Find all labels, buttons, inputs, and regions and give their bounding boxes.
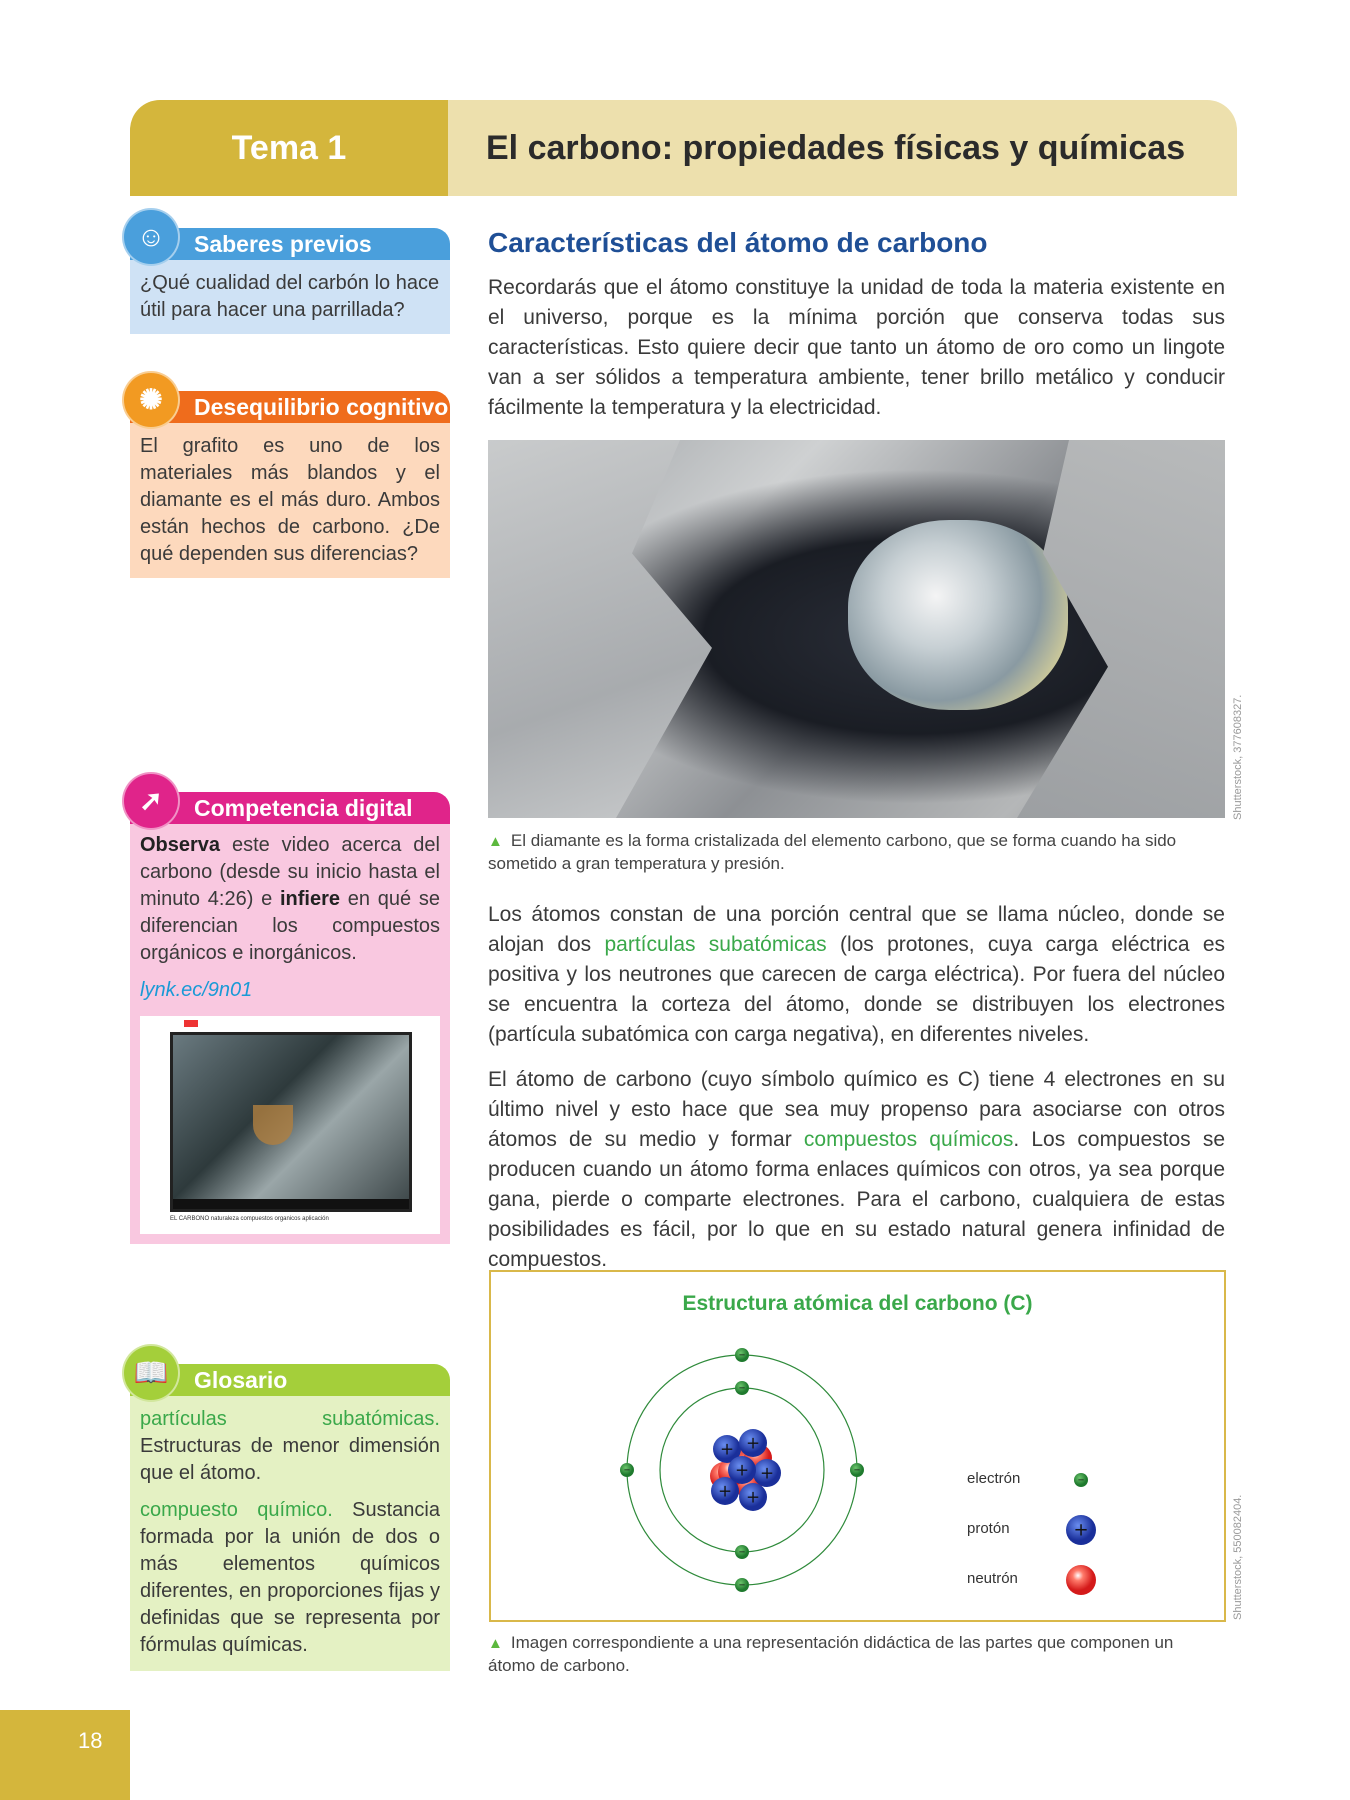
video-title: EL CARBONO naturaleza compuestos organicos aplicación	[170, 1216, 329, 1222]
video-thumbnail[interactable]	[140, 1016, 440, 1234]
svg-text:+: +	[717, 1480, 733, 1501]
text-part: (los protones, cuya carga eléctrica es positiva y los neutrones que carecen de carga eléctrica). Por fuera del núcleo se encuentra la corteza del átomo, donde se distribuyen los electrones (partícula subatómica con carga negativa), en diferentes niveles.	[488, 933, 1226, 1046]
triangle-icon: ▲	[488, 1635, 503, 1652]
paragraph-3	[488, 1065, 1225, 1275]
diagram-credit: Shutterstock, 550082404.	[1232, 1494, 1244, 1620]
text-part: El átomo de carbono (cuyo símbolo químico es C) tiene 4 electrones en su último nivel y esto hace que sea muy propenso para asociarse con otros átomos de su medio y formar	[488, 1068, 1225, 1151]
svg-text:+: +	[1073, 1519, 1089, 1541]
atom-svg	[491, 1272, 1224, 1620]
desequilibrio-box	[130, 384, 450, 578]
glossary-term: partículas subatómicas.	[140, 1408, 440, 1430]
glosario-box	[130, 1357, 450, 1671]
triangle-icon: ▲	[488, 833, 503, 850]
video-controls[interactable]	[173, 1199, 409, 1209]
diamond-crystal	[848, 520, 1068, 710]
caption-text: Imagen correspondiente a una representación didáctica de las partes que componen un átomo de carbono.	[488, 1633, 1174, 1675]
cursor-icon: ➚	[122, 772, 180, 830]
glossary-definition: Sustancia formada por la unión de dos o más elementos químicos diferentes, en proporciones fijas y definidas que se representa por fórmulas químicas.	[140, 1499, 440, 1656]
bold-observa: Observa	[140, 834, 221, 856]
photo-credit: Shutterstock, 377608327.	[1232, 694, 1244, 820]
saberes-previos-header	[130, 221, 450, 260]
glossary-entry	[140, 1497, 440, 1659]
youtube-logo-icon	[184, 1020, 198, 1027]
svg-text:−: −	[738, 1349, 746, 1360]
svg-text:+: +	[745, 1486, 761, 1507]
competencia-title: Competencia digital	[194, 795, 413, 821]
electron	[735, 1381, 749, 1395]
legend-neutron-icon	[1066, 1565, 1096, 1595]
proton	[739, 1483, 767, 1511]
electron	[620, 1463, 634, 1477]
svg-text:+: +	[734, 1459, 750, 1480]
electron	[735, 1348, 749, 1362]
diamond-photo	[488, 440, 1225, 818]
lightbulb-brain-icon: ✺	[122, 371, 180, 429]
svg-text:+: +	[719, 1438, 735, 1459]
glossary-link[interactable]: partículas subatómicas	[604, 933, 827, 956]
electron	[850, 1463, 864, 1477]
saberes-text: ¿Qué cualidad del carbón lo hace útil para hacer una parrillada?	[130, 260, 450, 334]
photo-caption	[488, 830, 1225, 875]
legend-proton-icon	[1066, 1515, 1096, 1545]
book-icon: 📖	[122, 1344, 180, 1402]
nucleus	[710, 1429, 781, 1511]
text-part: . Los compuestos se producen cuando un átomo forma enlaces químicos con otros, ya sea porque gana, pierde o comparte electrones. Para el carbono, cualquiera de estas posibilidades es fácil, por lo que en su estado natural genera infinidad de compuestos.	[488, 1128, 1225, 1271]
text-part: en qué se diferencian los compuestos orgánicos e inorgánicos.	[140, 888, 440, 964]
paragraph-2	[488, 900, 1225, 1050]
svg-text:−: −	[853, 1464, 861, 1475]
video-frame	[170, 1032, 412, 1212]
topic-label: Tema 1	[130, 100, 448, 196]
competencia-header	[130, 785, 450, 824]
text-part: este video acerca del carbono (desde su inicio hasta el minuto 4:26) e	[140, 834, 440, 910]
atom-diagram	[489, 1270, 1226, 1622]
svg-text:+: +	[745, 1432, 761, 1453]
svg-text:−: −	[623, 1464, 631, 1475]
video-link[interactable]: lynk.ec/9n01	[140, 979, 253, 1001]
svg-text:−: −	[738, 1382, 746, 1393]
text-part: Los átomos constan de una porción central que se llama núcleo, donde se alojan dos	[488, 903, 1225, 956]
proton	[728, 1456, 756, 1484]
electron	[735, 1578, 749, 1592]
legend-neutron-label: neutrón	[967, 1570, 1018, 1587]
competencia-text	[140, 832, 440, 967]
legend-electron-label: electrón	[967, 1470, 1021, 1487]
desequilibrio-title: Desequilibrio cognitivo	[194, 394, 449, 420]
diagram-caption	[488, 1632, 1225, 1677]
svg-text:−: −	[738, 1579, 746, 1590]
desequilibrio-text: El grafito es uno de los materiales más blandos y el diamante es el más duro. Ambos están hechos de carbono. ¿De qué dependen sus diferencias?	[130, 423, 450, 578]
page-title: El carbono: propiedades físicas y químicas	[448, 100, 1237, 196]
svg-text:−: −	[738, 1546, 746, 1557]
glosario-title: Glosario	[194, 1367, 288, 1393]
legend-electron-icon	[1074, 1473, 1088, 1487]
glosario-body	[130, 1396, 450, 1671]
page-number: 18	[0, 1710, 130, 1800]
diagram-title: Estructura atómica del carbono (C)	[682, 1292, 1033, 1315]
glosario-header	[130, 1357, 450, 1396]
caption-text: El diamante es la forma cristalizada del elemento carbono, que se forma cuando ha sido sometido a gran temperatura y presión.	[488, 831, 1177, 873]
glossary-link[interactable]: compuestos químicos	[803, 1128, 1014, 1151]
saberes-previos-box	[130, 221, 450, 334]
saberes-title: Saberes previos	[194, 231, 372, 257]
section-heading: Características del átomo de carbono	[488, 227, 988, 258]
glossary-definition: Estructuras de menor dimensión que el átomo.	[140, 1435, 440, 1484]
brain-head-icon: ☺	[122, 208, 180, 266]
bold-infiere: infiere	[279, 888, 341, 910]
glossary-term: compuesto químico.	[140, 1499, 333, 1521]
glossary-entry	[140, 1406, 440, 1487]
competencia-digital-box	[130, 785, 450, 1244]
proton	[739, 1429, 767, 1457]
legend-proton-label: protón	[967, 1520, 1010, 1537]
electron	[735, 1545, 749, 1559]
proton	[753, 1459, 781, 1487]
svg-text:+: +	[759, 1462, 775, 1483]
svg-text:−: −	[1077, 1474, 1085, 1485]
paragraph-1: Recordarás que el átomo constituye la unidad de toda la materia existente en el universo, porque es la mínima porción que conserva todas sus características. Esto quiere decir que tanto un átomo de oro como un lingote van a ser sólidos a temperatura ambiente, tener brillo metálico y conducir fácilmente la temperatura y la electricidad.	[488, 276, 1225, 419]
desequilibrio-header	[130, 384, 450, 423]
